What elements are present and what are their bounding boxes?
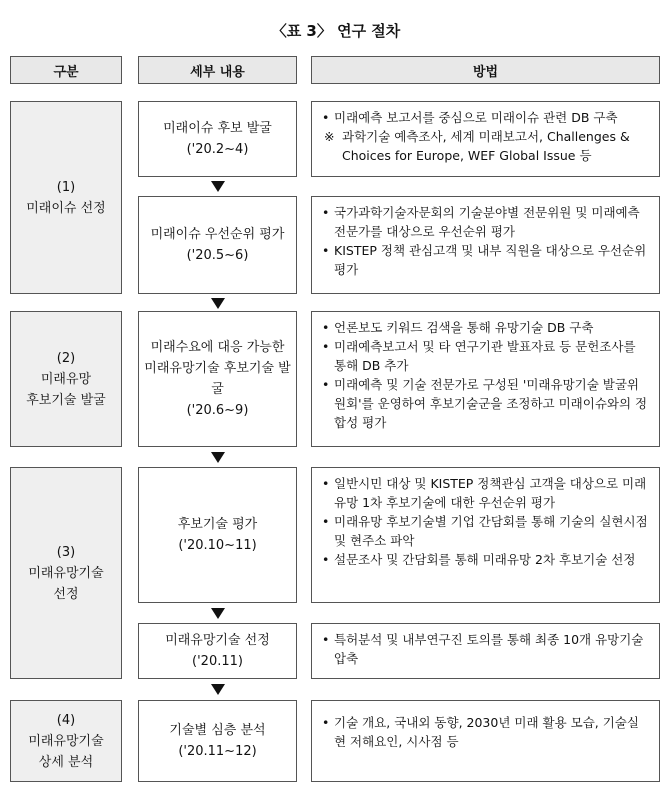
method-item: • 기술 개요, 국내외 동향, 2030년 미래 활용 모습, 기술실현 저해요인, 시사점 등: [322, 713, 651, 751]
down-arrow-icon: [211, 684, 225, 695]
step-1-methods: [311, 101, 660, 177]
method-item: • 미래예측 보고서를 중심으로 미래이슈 관련 DB 구축: [322, 108, 651, 127]
step-detail: 미래유망기술 선정: [165, 633, 270, 648]
step-detail: 후보기술 평가: [177, 517, 258, 532]
stage-4: [10, 700, 122, 782]
table-title: 〈표 3〉 연구 절차: [271, 22, 401, 40]
step-period: ('20.11): [192, 654, 243, 669]
method-item: • 미래유망 후보기술별 기업 간담회를 통해 기술의 실현시점 및 현주소 파악: [322, 512, 651, 550]
method-note: [322, 127, 651, 165]
step-detail: 기술별 심층 분석: [169, 723, 266, 738]
step-3-detail: [138, 311, 297, 447]
header-category: 구분: [10, 56, 122, 84]
method-item: • 특허분석 및 내부연구진 토의를 통해 최종 10개 유망기술 압축: [322, 630, 651, 668]
step-period: ('20.6~9): [186, 403, 249, 418]
method-item: • 미래예측보고서 및 타 연구기관 발표자료 등 문헌조사를 통해 DB 추가: [322, 337, 651, 375]
step-detail: 미래이슈 후보 발굴: [163, 121, 272, 136]
stage-1: [10, 101, 122, 294]
step-2-detail: [138, 196, 297, 294]
step-4-methods: [311, 467, 660, 603]
step-detail: 미래이슈 우선순위 평가: [150, 227, 285, 242]
note-mark: ※: [324, 129, 335, 144]
step-period: ('20.11~12): [178, 744, 257, 759]
header-method: 방법: [311, 56, 660, 84]
stage-3: [10, 467, 122, 679]
step-2-methods: [311, 196, 660, 294]
step-period: ('20.5~6): [186, 248, 249, 263]
down-arrow-icon: [211, 608, 225, 619]
header-detail: 세부 내용: [138, 56, 297, 84]
step-period: ('20.2~4): [186, 142, 249, 157]
method-item: • 설문조사 및 간담회를 통해 미래유망 2차 후보기술 선정: [322, 550, 651, 569]
stage-number: (4): [56, 712, 76, 728]
method-item: • 국가과학기술자문회의 기술분야별 전문위원 및 미래예측 전문가를 대상으로 우선순위 평가: [322, 203, 651, 241]
stage-name: 미래이슈 선정: [26, 200, 106, 216]
stage-number: (1): [56, 179, 76, 195]
step-5-detail: [138, 623, 297, 679]
method-item: • 미래예측 및 기술 전문가로 구성된 '미래유망기술 발굴위원회'를 운영하여 후보기술군을 조정하고 미래이슈와의 정합성 평가: [322, 375, 651, 432]
step-3-methods: [311, 311, 660, 447]
step-period: ('20.10~11): [178, 538, 257, 553]
down-arrow-icon: [211, 181, 225, 192]
step-5-methods: [311, 623, 660, 679]
down-arrow-icon: [211, 452, 225, 463]
stage-number: (3): [56, 544, 76, 560]
method-item: • KISTEP 정책 관심고객 및 내부 직원을 대상으로 우선순위 평가: [322, 241, 651, 279]
step-4-detail: [138, 467, 297, 603]
step-1-detail: [138, 101, 297, 177]
step-6-methods: [311, 700, 660, 782]
stage-2: [10, 311, 122, 447]
stage-number: (2): [56, 350, 76, 366]
note-text: 과학기술 예측조사, 세계 미래보고서, Challenges & Choices for Europe, WEF Global Issue 등: [342, 129, 630, 163]
stage-name: 미래유망기술 선정: [28, 565, 104, 602]
method-item: • 언론보도 키워드 검색을 통해 유망기술 DB 구축: [322, 318, 651, 337]
stage-name: 미래유망기술 상세 분석: [28, 733, 104, 770]
step-detail: 미래수요에 대응 가능한 미래유망기술 후보기술 발굴: [144, 340, 291, 397]
method-item: • 일반시민 대상 및 KISTEP 정책관심 고객을 대상으로 미래유망 1차 후보기술에 대한 우선순위 평가: [322, 474, 651, 512]
down-arrow-icon: [211, 298, 225, 309]
step-6-detail: [138, 700, 297, 782]
stage-name: 미래유망 후보기술 발굴: [26, 371, 106, 408]
